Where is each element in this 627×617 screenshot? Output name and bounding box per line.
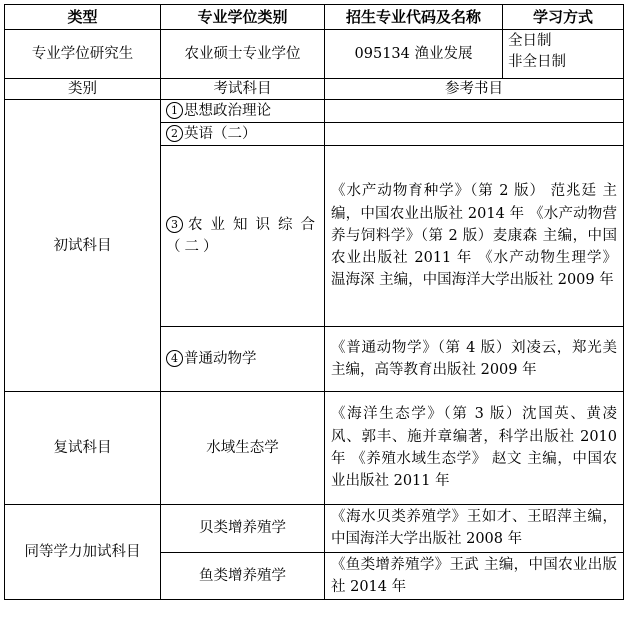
- header-study-mode: 学习方式: [503, 5, 624, 30]
- program-code-name: 095134 渔业发展: [325, 30, 503, 79]
- study-mode-parttime: 非全日制: [508, 54, 566, 70]
- initial-label: 初试科目: [5, 100, 161, 392]
- study-mode-cell: [503, 30, 624, 79]
- program-type: 专业学位研究生: [5, 30, 161, 79]
- subheader-row: [5, 79, 624, 100]
- retest-books: 《海洋生态学》（第 3 版）沈国英、黄凌风、郭丰、施并章编著，科学出版社 2010 年 《养殖水域生态学》 赵文 主编，中国农业出版社 2011 年: [325, 392, 624, 505]
- initial-row-1: [5, 100, 624, 123]
- initial-books-2: [325, 123, 624, 146]
- initial-subject-2: [161, 123, 325, 146]
- initial-books-4: 《普通动物学》（第 4 版）刘凌云，郑光美 主编，高等教育出版社 2009 年: [325, 327, 624, 392]
- equivalent-label: 同等学力加试科目: [5, 505, 161, 600]
- initial-books-1: [325, 100, 624, 123]
- retest-label: 复试科目: [5, 392, 161, 505]
- header-type: 类型: [5, 5, 161, 30]
- subheader-books: 参考书目: [325, 79, 624, 100]
- initial-books-3: 《水产动物育种学》（第 2 版） 范兆廷 主编，中国农业出版社 2014 年 《水产动物营养与饲料学》（第 2 版）麦康森 主编，中国农业出版社 2011 年 《水产动物生理学》 温海深 主编，中国海洋大学出版社 2009 年: [325, 146, 624, 327]
- retest-row: [5, 392, 624, 505]
- subject-name: 普通动物学: [184, 351, 257, 367]
- subheader-category: 类别: [5, 79, 161, 100]
- circled-number: 2: [166, 125, 183, 142]
- equivalent-books-2: 《鱼类增养殖学》王武 主编，中国农业出版社 2014 年: [325, 552, 624, 600]
- subject-name: 思想政治理论: [184, 103, 271, 119]
- initial-subject-1: [161, 100, 325, 123]
- subject-name: 英语（二）: [184, 126, 257, 142]
- study-mode-fulltime: 全日制: [508, 33, 552, 49]
- header-major: 招生专业代码及名称: [325, 5, 503, 30]
- admissions-table: [4, 4, 624, 600]
- circled-number: 4: [166, 350, 183, 367]
- header-category: 专业学位类别: [161, 5, 325, 30]
- initial-subject-4: [161, 327, 325, 392]
- subheader-subject: 考试科目: [161, 79, 325, 100]
- program-row: [5, 30, 624, 79]
- equivalent-subject-1: 贝类增养殖学: [161, 505, 325, 553]
- equivalent-books-1: 《海水贝类养殖学》王如才、王昭萍主编，中国海洋大学出版社 2008 年: [325, 505, 624, 553]
- equivalent-row-1: [5, 505, 624, 553]
- header-row: [5, 5, 624, 30]
- subject-name: 农业知识综合（二）: [166, 217, 319, 255]
- program-category: 农业硕士专业学位: [161, 30, 325, 79]
- initial-subject-3: [161, 146, 325, 327]
- equivalent-subject-2: 鱼类增养殖学: [161, 552, 325, 600]
- circled-number: 1: [166, 102, 183, 119]
- retest-subject: 水域生态学: [161, 392, 325, 505]
- circled-number: 3: [166, 216, 183, 233]
